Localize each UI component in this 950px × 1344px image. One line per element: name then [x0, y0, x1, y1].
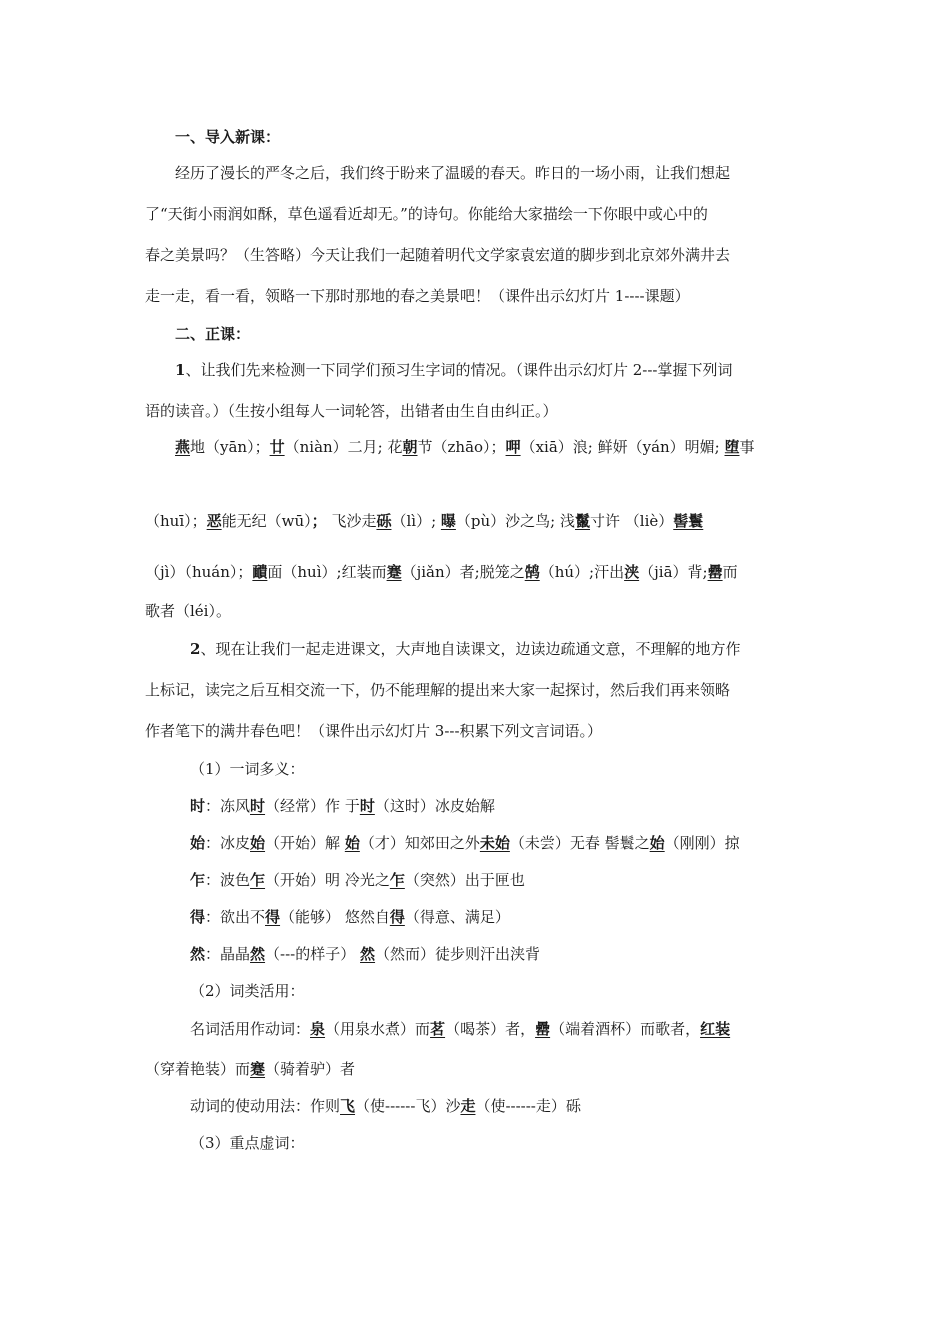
text-run: 语的读音。）（生按小组每人一词轮答，出错者由生自由纠正。）: [145, 402, 558, 420]
emphasized-word: 茗: [430, 1020, 446, 1038]
emphasized-word: 始: [649, 834, 665, 852]
text-run: （---的样子）: [265, 945, 361, 963]
emphasized-word: 飞: [340, 1097, 356, 1115]
emphasized-word: 始: [250, 834, 266, 852]
text-run: （huī）；: [145, 512, 207, 530]
text-run: （使------飞）沙: [355, 1097, 461, 1115]
bold-text: 二、正课：: [175, 325, 251, 343]
text-run: （2）词类活用：: [190, 982, 305, 1000]
text-run: 飞沙走: [326, 512, 377, 530]
text-run: ：晶晶: [205, 945, 251, 963]
emphasized-word: 靧: [252, 563, 268, 581]
emphasized-word: 时: [250, 797, 266, 815]
text-run: 经历了漫长的严冬之后，我们终于盼来了温暖的春天。昨日的一场小雨，让我们想起: [175, 164, 731, 182]
bold-text: 乍: [190, 871, 206, 889]
paragraph-line: [145, 204, 708, 224]
bold-text: ；: [311, 512, 327, 530]
paragraph-line: [175, 163, 730, 183]
text-run: 动词的使动用法：作则: [190, 1097, 341, 1115]
text-run: （hú）;汗出: [539, 563, 625, 581]
text-run: 节（zhāo）；: [417, 438, 506, 456]
emphasized-word: 走: [460, 1097, 476, 1115]
subheading-word-class: [190, 981, 305, 1001]
bold-text: 得: [190, 908, 206, 926]
heading-import: [175, 127, 280, 147]
word-class-line: [190, 1096, 581, 1116]
text-run: （穿着艳装）而: [145, 1060, 251, 1078]
text-run: 地（yān）；: [190, 438, 270, 456]
polysemy-line: [190, 796, 495, 816]
emphasized-word: 然: [250, 945, 266, 963]
text-run: 而: [722, 563, 738, 581]
text-run: （开始）明 冷光之: [265, 871, 390, 889]
text-run: 、现在让我们一起走进课文，大声地自读课文，边读边疏通文意，不理解的地方作: [200, 640, 741, 658]
text-run: （未尝）无春 髻鬟之: [509, 834, 650, 852]
emphasized-word: 曝: [440, 512, 456, 530]
text-run: （才）知郊田之外: [359, 834, 480, 852]
emphasized-word: 呷: [505, 438, 521, 456]
text-run: （niàn）二月; 花: [284, 438, 403, 456]
text-run: （开始）解: [265, 834, 345, 852]
text-run: （能够） 悠然自: [280, 908, 390, 926]
emphasized-word: 泉: [310, 1020, 326, 1038]
text-run: 能无纪（wū）: [221, 512, 312, 530]
text-run: ：波色: [205, 871, 251, 889]
vocab-line: [145, 511, 703, 531]
emphasized-word: 鬣: [575, 512, 591, 530]
text-run: （使------走）砾: [475, 1097, 581, 1115]
text-run: （经常）作 于: [265, 797, 360, 815]
emphasized-word: 乍: [389, 871, 405, 889]
paragraph-line: [145, 286, 690, 306]
text-run: （xiā）浪; 鲜妍（yán）明媚;: [520, 438, 725, 456]
text-run: （jì）（huán）；: [145, 563, 253, 581]
paragraph-line: [175, 360, 732, 380]
emphasized-word: 蹇: [250, 1060, 266, 1078]
text-run: （lì）;: [391, 512, 441, 530]
text-run: （用泉水煮）而: [325, 1020, 431, 1038]
word-class-line: [145, 1059, 355, 1079]
subheading-polysemy: [190, 759, 305, 779]
paragraph-line: [145, 721, 602, 741]
vocab-line: [145, 601, 231, 621]
text-run: （pù）沙之鸟; 浅: [455, 512, 575, 530]
bold-text: 时: [190, 797, 206, 815]
text-run: 面（huì）;红装而: [267, 563, 387, 581]
emphasized-word: 罍: [707, 563, 723, 581]
emphasized-word: 鹄: [524, 563, 540, 581]
text-run: （骑着驴）者: [265, 1060, 356, 1078]
bold-text: 始: [190, 834, 206, 852]
text-run: 寸许 （liè）: [590, 512, 674, 530]
text-run: 走一走，看一看，领略一下那时那地的春之美景吧！（课件出示幻灯片 1----课题）: [145, 287, 690, 305]
emphasized-word: 恶: [206, 512, 222, 530]
emphasized-word: 得: [265, 908, 281, 926]
text-run: ：冰皮: [205, 834, 251, 852]
bold-text: 然: [190, 945, 206, 963]
text-run: （这时）冰皮始解: [374, 797, 495, 815]
emphasized-word: 得: [389, 908, 405, 926]
vocab-line: [145, 562, 738, 582]
text-run: （得意、满足）: [404, 908, 510, 926]
text-run: 、让我们先来检测一下同学们预习生字词的情况。（课件出示幻灯片 2---掌握下列词: [185, 361, 733, 379]
emphasized-word: 时: [359, 797, 375, 815]
text-run: （1）一词多义：: [190, 760, 305, 778]
emphasized-word: 髻鬟: [673, 512, 704, 530]
text-run: ：冻风: [205, 797, 251, 815]
emphasized-word: 堕: [724, 438, 740, 456]
text-run: 名词活用作动词：: [190, 1020, 311, 1038]
heading-main-lesson: [175, 324, 250, 344]
text-run: （3）重点虚词：: [190, 1134, 305, 1152]
paragraph-line: [145, 680, 730, 700]
emphasized-word: 然: [360, 945, 376, 963]
bold-text: 2: [190, 640, 201, 658]
paragraph-line: [145, 245, 730, 265]
polysemy-line: [190, 833, 740, 853]
vocab-line: [175, 437, 755, 457]
text-run: （突然）出于匣也: [404, 871, 525, 889]
text-run: 上标记，读完之后互相交流一下，仍不能理解的提出来大家一起探讨，然后我们再来领略: [145, 681, 731, 699]
polysemy-line: [190, 870, 525, 890]
emphasized-word: 燕: [175, 438, 191, 456]
text-run: 春之美景吗？（生答略）今天让我们一起随着明代文学家袁宏道的脚步到北京郊外满井去: [145, 246, 731, 264]
bold-text: 1: [175, 361, 186, 379]
text-run: 歌者（léi）。: [145, 602, 231, 620]
emphasized-word: 红装: [700, 1020, 731, 1038]
emphasized-word: 浃: [624, 563, 640, 581]
emphasized-word: 乍: [250, 871, 266, 889]
text-run: （刚刚）掠: [664, 834, 740, 852]
emphasized-word: 始: [344, 834, 360, 852]
text-run: （jiā）背;: [639, 563, 708, 581]
polysemy-line: [190, 944, 540, 964]
polysemy-line: [190, 907, 510, 927]
paragraph-line: [190, 639, 740, 659]
emphasized-word: 蹇: [386, 563, 402, 581]
emphasized-word: 廿: [269, 438, 285, 456]
text-run: 作者笔下的满井春色吧！（课件出示幻灯片 3---积累下列文言词语。）: [145, 722, 603, 740]
subheading-function-words: [190, 1133, 305, 1153]
text-run: （端着酒杯）而歌者，: [550, 1020, 701, 1038]
emphasized-word: 砾: [376, 512, 392, 530]
text-run: ：欲出不: [205, 908, 266, 926]
emphasized-word: 罍: [535, 1020, 551, 1038]
text-run: （喝茶）者，: [445, 1020, 536, 1038]
emphasized-word: 未始: [479, 834, 510, 852]
text-run: （然而）徒步则汗出浃背: [375, 945, 541, 963]
text-run: 了“天街小雨润如酥，草色遥看近却无。”的诗句。你能给大家描绘一下你眼中或心中的: [145, 205, 708, 223]
text-run: 事: [739, 438, 755, 456]
paragraph-line: [145, 401, 558, 421]
text-run: （jiǎn）者;脱笼之: [401, 563, 525, 581]
emphasized-word: 朝: [402, 438, 418, 456]
bold-text: 一、导入新课：: [175, 128, 281, 146]
word-class-line: [190, 1019, 730, 1039]
